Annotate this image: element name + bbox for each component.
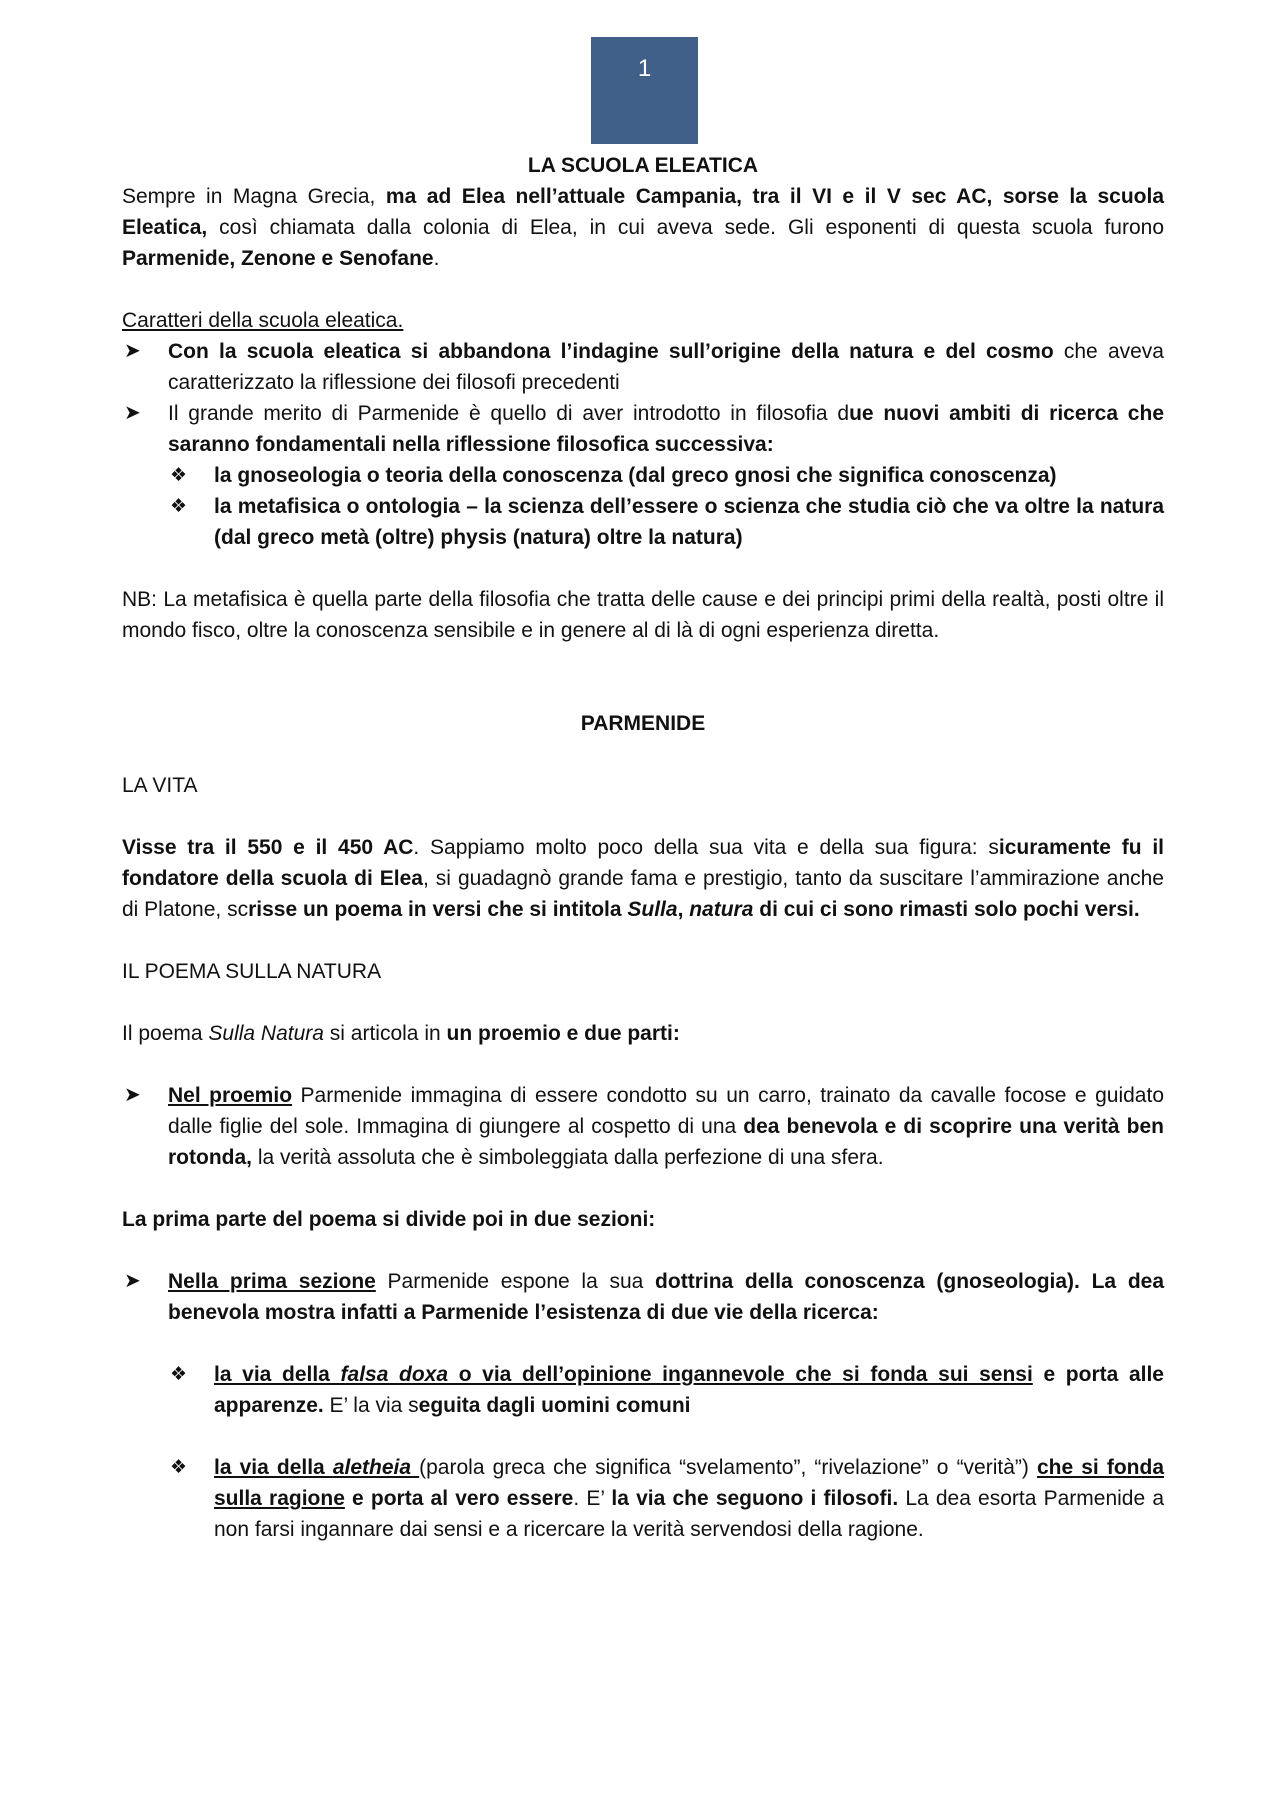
caratteri-heading: Caratteri della scuola eleatica. xyxy=(122,309,404,332)
intro-paragraph: Sempre in Magna Grecia, ma ad Elea nell’attuale Campania, tra il VI e il V sec AC, sorse la scuola Eleatica, così chiamata dalla colonia di Elea, in cui aveva sede. Gli esponenti di questa scuola furono Parmenide, Zenone e Senofane. xyxy=(122,185,1164,270)
document-body xyxy=(122,150,1164,1545)
vita-paragraph: Visse tra il 550 e il 450 AC. Sappiamo molto poco della sua vita e della sua figura: sicuramente fu il fondatore della scuola di Elea, si guadagnò grande fama e prestigio, tanto da suscitare l’ammirazione anche di Platone, scrisse un poema in versi che si intitola Sulla, natura di cui ci sono rimasti solo pochi versi. xyxy=(122,836,1164,921)
arrow-bullet-icon: ➤ xyxy=(124,1084,141,1106)
arrow-bullet-icon: ➤ xyxy=(124,402,141,424)
list-item: ➤ Nel proemio Parmenide immagina di essere condotto su un carro, trainato da cavalle focose e guidato dalle figlie del sole. Immagina di giungere al cospetto di una dea benevola e di scoprire una verità ben rotonda, la verità assoluta che è simboleggiata dalla perfezione di una sfera. xyxy=(122,1080,1164,1173)
list-item: ➤ Nella prima sezione Parmenide espone la sua dottrina della conoscenza (gnoseologia). La dea benevola mostra infatti a Parmenide l’esistenza di due vie della ricerca: xyxy=(122,1266,1164,1328)
section-title: LA SCUOLA ELEATICA xyxy=(527,154,759,177)
vita-heading: LA VITA xyxy=(122,774,198,797)
sub-list-item: ❖ la via della falsa doxa o via dell’opinione ingannevole che si fonda sui sensi e porta alle apparenze. E’ la via seguita dagli uomini comuni xyxy=(122,1359,1164,1421)
diamond-bullet-icon: ❖ xyxy=(170,496,188,517)
diamond-bullet-icon: ❖ xyxy=(170,1457,188,1478)
arrow-bullet-icon: ➤ xyxy=(124,340,141,362)
diamond-bullet-icon: ❖ xyxy=(170,1364,188,1385)
poema-heading: IL POEMA SULLA NATURA xyxy=(122,960,382,983)
sub-list-item: ❖ la via della aletheia (parola greca che significa “svelamento”, “rivelazione” o “verità”) che si fonda sulla ragione e porta al vero essere. E’ la via che seguono i filosofi. La dea esorta Parmenide a non farsi ingannare dai sensi e a ricercare la verità servendosi della ragione. xyxy=(122,1452,1164,1545)
sub-list-item: ❖ la metafisica o ontologia – la scienza dell’essere o scienza che studia ciò che va oltre la natura (dal greco metà (oltre) physis (natura) oltre la natura) xyxy=(122,491,1164,553)
list-item: ➤ Il grande merito di Parmenide è quello di aver introdotto in filosofia due nuovi ambiti di ricerca che saranno fondamentali nella riflessione filosofica successiva: xyxy=(122,398,1164,460)
page-number-badge xyxy=(591,37,698,144)
arrow-bullet-icon: ➤ xyxy=(124,1270,141,1292)
nb-paragraph: NB: La metafisica è quella parte della filosofia che tratta delle cause e dei principi primi della realtà, posti oltre il mondo fisco, oltre la conoscenza sensibile e in genere al di là di ogni esperienza diretta. xyxy=(122,588,1164,642)
sub-list-item: ❖ la gnoseologia o teoria della conoscenza (dal greco gnosi che significa conoscenza) xyxy=(122,460,1164,491)
prima-parte-line: La prima parte del poema si divide poi in due sezioni: xyxy=(122,1208,656,1231)
poema-intro: Il poema Sulla Natura si articola in un proemio e due parti: xyxy=(122,1022,680,1045)
parmenide-title: PARMENIDE xyxy=(580,712,706,735)
page-number: 1 xyxy=(637,55,652,82)
diamond-bullet-icon: ❖ xyxy=(170,465,188,486)
list-item: ➤ Con la scuola eleatica si abbandona l’indagine sull’origine della natura e del cosmo che aveva caratterizzato la riflessione dei filosofi precedenti xyxy=(122,336,1164,398)
